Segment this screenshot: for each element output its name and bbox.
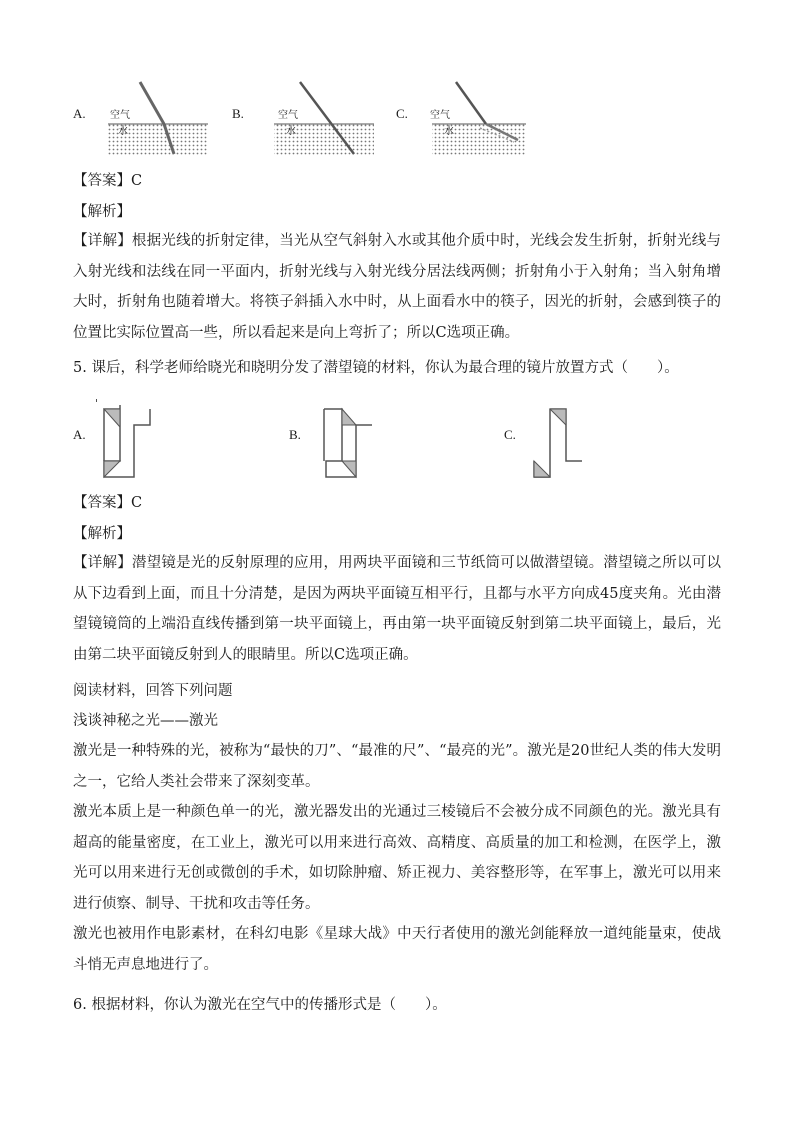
q5-analysis-heading: 【解析】 xyxy=(73,526,131,542)
mirror-top xyxy=(550,409,566,425)
reading-intro: 阅读材料，回答下列问题 xyxy=(73,683,233,699)
option-a-refraction-figure xyxy=(100,80,215,160)
q6-question: 6. 根据材料，你认为激光在空气中的传播形式是（ ）。 xyxy=(73,997,447,1013)
q5-answer: 【答案】C xyxy=(73,495,143,511)
air-label: 空气 xyxy=(430,110,450,121)
q5-option-c-periscope-figure xyxy=(528,403,588,483)
chopstick-upper xyxy=(140,82,164,124)
mirror-bottom xyxy=(534,461,550,477)
q4-detail: 【详解】根据光线的折射定律，当光从空气斜射入水或其他介质中时，光线会发生折射，折射光线与入射光线和法线在同一平面内，折射光线与入射光线分居法线两侧；折射角小于入射角；当入射角增大时，折射角也随着增大。将筷子斜插入水中时，从上面看水中的筷子，因光的折射，会感到筷子的位置比实际位置高一些，所以看起来是向上弯折了；所以C选项正确。 xyxy=(73,233,721,341)
q5-detail: 【详解】潜望镜是光的反射原理的应用，用两块平面镜和三节纸筒可以做潜望镜。潜望镜之所以可以从下边看到上面，而且十分清楚，是因为两块平面镜互相平行，且都与水平方向成45度夹角。光由潜望镜镜筒的上端沿直线传播到第一块平面镜上，再由第一块平面镜反射到第二块平面镜上，最后，光由第二块平面镜反射到人的眼睛里。所以C选项正确。 xyxy=(73,555,721,663)
option-c-refraction-figure xyxy=(426,80,536,160)
stray-mark: ' xyxy=(95,397,99,410)
q5-option-c-letter: C. xyxy=(504,427,516,442)
q5-option-b-periscope-figure xyxy=(318,403,378,483)
reading-paragraph-2: 激光本质上是一种颜色单一的光，激光器发出的光通过三棱镜后不会被分成不同颜色的光。激光具有超高的能量密度，在工业上，激光可以用来进行高效、高精度、高质量的加工和检测，在医学上，激光可以用来进行无创或微创的手术，如切除肿瘤、矫正视力、美容整形等，在军事上，激光可以用来进行侦察、制导、干扰和攻击等任务。 xyxy=(73,804,721,912)
mirror-top xyxy=(342,409,356,425)
water-label: 水 xyxy=(444,126,454,137)
option-c-letter: C. xyxy=(396,106,408,121)
air-label: 空气 xyxy=(278,110,298,121)
reading-title: 浅谈神秘之光——激光 xyxy=(73,713,218,729)
reading-paragraph-1: 激光是一种特殊的光，被称为“最快的刀”、“最准的尺”、“最亮的光”。激光是20世纪人类的伟大发明之一，它给人类社会带来了深刻变革。 xyxy=(73,743,721,790)
mirror-bottom xyxy=(104,461,120,477)
option-b-letter: B. xyxy=(232,106,244,121)
option-b-refraction-figure xyxy=(268,80,383,160)
q5-option-a-periscope-figure xyxy=(98,403,158,483)
chopstick-upper xyxy=(456,82,486,124)
mirror-bottom xyxy=(342,461,356,477)
reading-paragraph-3: 激光也被用作电影素材，在科幻电影《星球大战》中天行者使用的激光剑能释放一道纯能量束，使战斗悄无声息地进行了。 xyxy=(73,926,721,973)
mirror-top xyxy=(104,409,120,427)
water-label: 水 xyxy=(286,126,296,137)
q5-option-a-letter: A. xyxy=(73,427,86,442)
q4-answer: 【答案】C xyxy=(73,173,143,189)
water-label: 水 xyxy=(118,126,128,137)
q4-analysis-heading: 【解析】 xyxy=(73,204,131,220)
air-label: 空气 xyxy=(110,110,130,121)
option-a-letter: A. xyxy=(73,106,86,121)
q5-question: 5. 课后，科学老师给晓光和晓明分发了潜望镜的材料，你认为最合理的镜片放置方式（ ）。 xyxy=(73,360,679,376)
q5-option-b-letter: B. xyxy=(289,427,301,442)
